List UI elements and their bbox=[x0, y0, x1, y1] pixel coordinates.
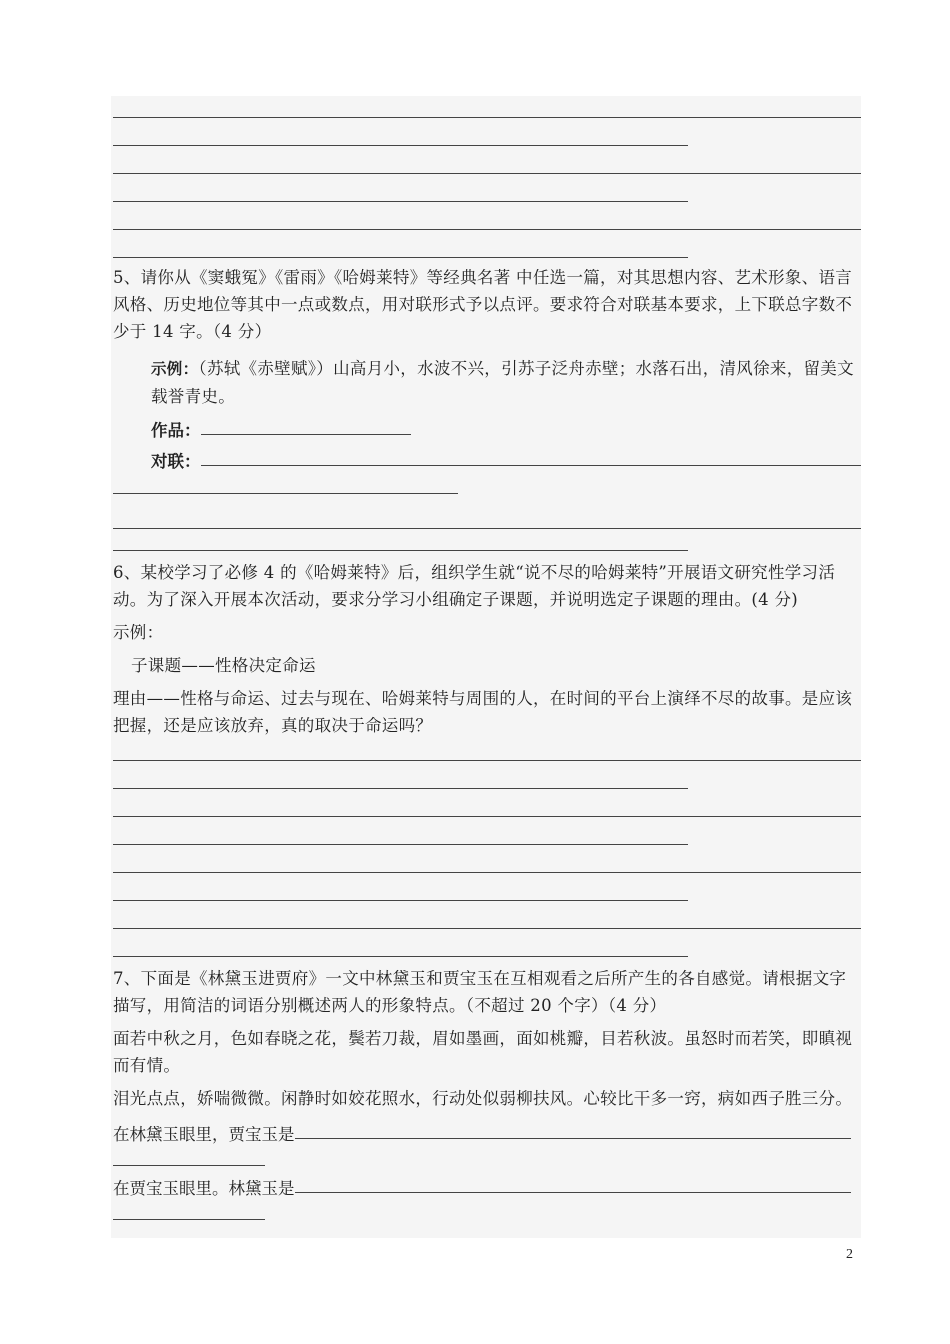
answer-line[interactable] bbox=[113, 528, 861, 529]
q6-example-label: 示例： bbox=[113, 623, 164, 642]
answer-line[interactable] bbox=[113, 117, 861, 118]
q7-fill-blank-1[interactable] bbox=[295, 1138, 851, 1139]
q5-couplet-row bbox=[113, 441, 861, 472]
q7-fill-label-1: 在林黛玉眼里，贾宝玉是 bbox=[113, 1125, 295, 1144]
answer-lines-q6 bbox=[113, 760, 861, 957]
answer-line[interactable] bbox=[113, 173, 861, 174]
page-content bbox=[113, 96, 861, 1220]
q5-work-label: 作品： bbox=[151, 421, 201, 440]
answer-line[interactable] bbox=[113, 928, 861, 929]
q5-example-label: 示例： bbox=[151, 360, 199, 378]
question-6: 6、某校学习了必修 4 的《哈姆莱特》后，组织学生就“说不尽的哈姆莱特”开展语文研究性学习活动。为了深入开展本次活动，要求分学习小组确定子课题，并说明选定子课题的理由。(4 分) bbox=[113, 563, 836, 609]
answer-line[interactable] bbox=[113, 257, 688, 258]
answer-line[interactable] bbox=[113, 229, 861, 230]
answer-line[interactable] bbox=[113, 900, 688, 901]
answer-line[interactable] bbox=[113, 1219, 265, 1220]
answer-line[interactable] bbox=[113, 872, 861, 873]
answer-line[interactable] bbox=[113, 956, 688, 957]
q5-couplet-blank[interactable] bbox=[201, 465, 862, 466]
q7-description-2: 泪光点点，娇喘微微。闲静时如姣花照水，行动处似弱柳扶风。心较比干多一窍，病如西子胜三分。 bbox=[113, 1089, 853, 1108]
q5-example-text: （苏轼《赤壁赋》）山高月小，水波不兴，引苏子泛舟赤壁；水落石出，清风徐来，留美文载誉青史。 bbox=[151, 359, 854, 406]
q6-subtopic: 子课题——性格决定命运 bbox=[131, 656, 316, 675]
answer-line[interactable] bbox=[113, 816, 861, 817]
answer-line[interactable] bbox=[113, 788, 688, 789]
answer-line[interactable] bbox=[113, 550, 688, 551]
answer-line[interactable] bbox=[113, 760, 861, 761]
answer-line[interactable] bbox=[113, 844, 688, 845]
q6-reason: 理由——性格与命运、过去与现在、哈姆莱特与周围的人，在时间的平台上演绎不尽的故事。是应该把握，还是应该放弃，真的取决于命运吗？ bbox=[113, 689, 853, 735]
q7-fill-blank-2[interactable] bbox=[295, 1192, 851, 1193]
q5-work-row bbox=[113, 410, 861, 441]
answer-line[interactable] bbox=[113, 145, 688, 146]
page-number: 2 bbox=[846, 1247, 853, 1262]
q5-example bbox=[113, 355, 861, 410]
q5-work-blank[interactable] bbox=[201, 434, 411, 435]
answer-line[interactable] bbox=[113, 1165, 265, 1166]
q7-fill-row-2 bbox=[113, 1168, 861, 1199]
q7-fill-label-2: 在贾宝玉眼里。林黛玉是 bbox=[113, 1179, 295, 1198]
q5-couplet-label: 对联： bbox=[151, 452, 201, 471]
q7-fill-row-1 bbox=[113, 1114, 861, 1145]
question-7: 7、下面是《林黛玉进贾府》一文中林黛玉和贾宝玉在互相观看之后所产生的各自感觉。请根据文字描写，用简洁的词语分别概述两人的形象特点。（不超过 20 个字）（4 分） bbox=[113, 969, 847, 1015]
answer-line[interactable] bbox=[113, 493, 458, 494]
answer-line[interactable] bbox=[113, 201, 688, 202]
q7-description-1: 面若中秋之月，色如春晓之花，鬓若刀裁，眉如墨画，面如桃瓣，目若秋波。虽怒时而若笑，即瞋视而有情。 bbox=[113, 1029, 853, 1075]
answer-lines-q4 bbox=[113, 117, 861, 258]
question-5: 5、请你从《窦蛾冤》《雷雨》《哈姆莱特》等经典名著 中任选一篇，对其思想内容、艺术形象、语言风格、历史地位等其中一点或数点，用对联形式予以点评。要求符合对联基本要求，上下联总字数不少于 14 字。（4 分） bbox=[113, 268, 853, 341]
